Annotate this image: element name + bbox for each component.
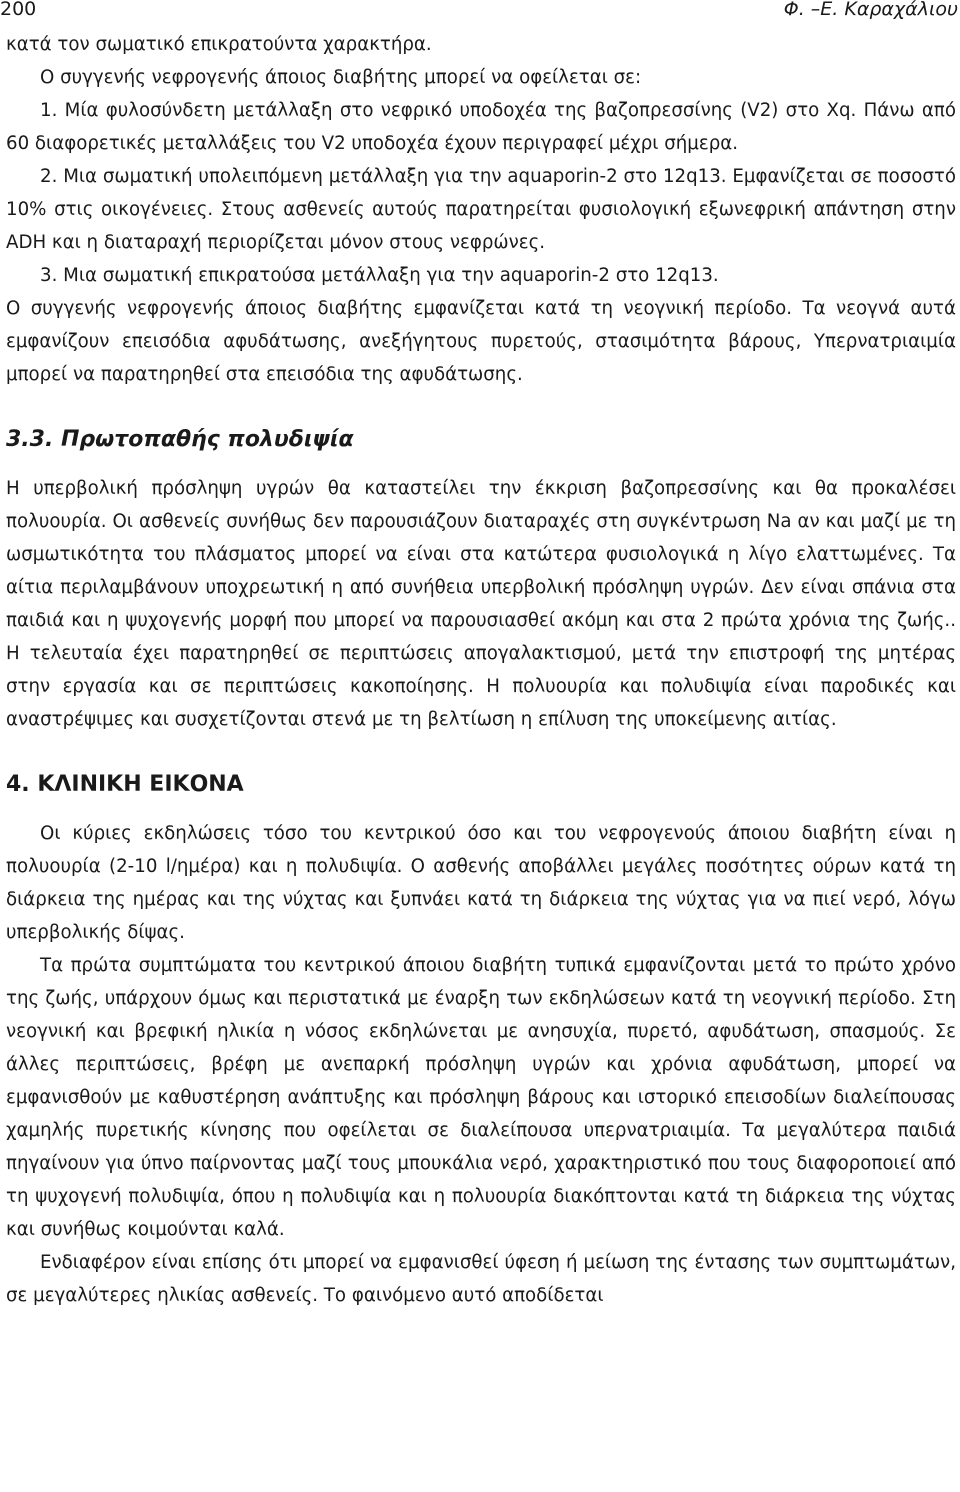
spacer bbox=[6, 456, 956, 472]
running-head: Φ. –Ε. Καραχάλιου bbox=[783, 0, 958, 20]
polydipsia-paragraph: Η υπερβολική πρόσληψη υγρών θα καταστείλει την έκκριση βαζοπρεσσίνης και θα προκαλέσει πολυουρία. Οι ασθενείς συνήθως δεν παρουσιάζουν διαταραχές στη συγκέντρωση Na αν και μαζί με τη ωσμωτικότητα του πλάσματος μπορεί να είναι στα κατώτερα φυσιολογικά η λίγο ελαττωμένες. Τα αίτια περιλαμβάνουν υποχρεωτική η από συνήθεια υπερβολική πρόσληψη υγρών. Δεν είναι σπάνια στα παιδιά και η ψυχογενής μορφή που μπορεί να παρουσιασθεί ακόμη και στα 2 πρώτα χρόνια της ζωής.. Η τελευταία έχει παρατηρηθεί σε περιπτώσεις απογαλακτισμού, μετά την επιστροφή της μητέρας στην εργασία και σε περιπτώσεις κακοποίησης. Η πολυουρία και πολυδιψία είναι παροδικές και αναστρέψιμες και συσχετίζονται στενά με τη βελτίωση η επίλυση της υποκείμενης αιτίας. bbox=[6, 478, 956, 730]
list-item-1: 1. Μία φυλοσύνδετη μετάλλαξη στο νεφρικό υποδοχέα της βαζοπρεσσίνης (V2) στο Xq. Πάνω από 60 διαφορετικές μεταλλάξεις του V2 υποδοχέα έχουν περιγραφεί μέχρι σήμερα. bbox=[6, 100, 956, 154]
page-number: 200 bbox=[0, 0, 37, 20]
clinical-paragraph-2: Τα πρώτα συμπτώματα του κεντρικού άποιου διαβήτη τυπικά εμφανίζονται μετά το πρώτο χρόνο της ζωής, υπάρχουν όμως και περιστατικά με έναρξη των εκδηλώσεων κατά τη νεογνική περίοδο. Στη νεογνική και βρεφική ηλικία η νόσος εκδηλώνεται με ανησυχία, πυρετό, αφυδάτωση, σπασμούς. Σε άλλες περιπτώσεις, βρέφη με ανεπαρκή πρόσληψη υγρών και χρόνια αφυδάτωση, μπορεί να εμφανισθούν με καθυστέρηση ανάπτυξης και πρόσληψη βάρους και ιστορικό επεισοδίων διαλείπουσας χαμηλής πυρετικής κίνησης που οφείλεται σε διαλείπουσα υπερνατριαιμία. Τα μεγαλύτερα παιδιά πηγαίνουν για ύπνο παίρνοντας μαζί τους μπουκάλια νερό, χαρακτηριστικό που τους διαφοροποιεί από τη ψυχογενή πολυδιψία, όπου η πολυδιψία και η πολυουρία διακόπτονται κατά τη διάρκεια της νύχτας και συνήθως κοιμούνται καλά. bbox=[6, 955, 956, 1240]
list-item-2: 2. Μια σωματική υπολειπόμενη μετάλλαξη για την aquaporin-2 στο 12q13. Εμφανίζεται σε ποσοστό 10% στις οικογένειες. Στους ασθενείς αυτούς παρατηρείται φυσιολογική εξωνεφρική απάντηση στην ADH και η διαταραχή περιορίζεται μόνον στους νεφρώνες. bbox=[6, 166, 956, 253]
spacer bbox=[6, 391, 956, 423]
page-header bbox=[0, 0, 960, 21]
section-heading-clinical-picture: 4. ΚΛΙΝΙΚΗ ΕΙΚΟΝΑ bbox=[6, 772, 244, 797]
spacer bbox=[6, 736, 956, 768]
list-item-3: 3. Μια σωματική επικρατούσα μετάλλαξη για την aquaporin-2 στο 12q13. bbox=[40, 265, 719, 286]
list-intro: Ο συγγενής νεφρογενής άποιος διαβήτης μπορεί να οφείλεται σε: bbox=[40, 67, 642, 88]
clinical-paragraph-1: Οι κύριες εκδηλώσεις τόσο του κεντρικού όσο και του νεφρογενούς άποιου διαβήτη είναι η πολυουρία (2-10 l/ημέρα) και η πολυδιψία. Ο ασθενής αποβάλλει μεγάλες ποσότητες ούρων κατά τη διάρκεια της ημέρας και της νύχτας και ξυπνάει κατά τη διάρκεια της νύχτας για να πιεί νερό, λόγω υπερβολικής δίψας. bbox=[6, 823, 956, 943]
section-heading-primary-polydipsia: 3.3. Πρωτοπαθής πολυδιψία bbox=[6, 427, 354, 452]
clinical-paragraph-3: Ενδιαφέρον είναι επίσης ότι μπορεί να εμφανισθεί ύφεση ή μείωση της έντασης των συμπτωμάτων, σε μεγαλύτερες ηλικίας ασθενείς. Το φαινόμενο αυτό αποδίδεται bbox=[6, 1252, 956, 1306]
continuation-line: κατά τον σωματικό επικρατούντα χαρακτήρα. bbox=[6, 34, 432, 55]
neonatal-paragraph: Ο συγγενής νεφρογενής άποιος διαβήτης εμφανίζεται κατά τη νεογνική περίοδο. Τα νεογνά αυτά εμφανίζουν επεισόδια αφυδάτωσης, ανεξήγητους πυρετούς, στασιμότητα βάρους, Υπερνατριαιμία μπορεί να παρατηρηθεί στα επεισόδια της αφυδάτωσης. bbox=[6, 298, 956, 385]
page-content bbox=[6, 28, 956, 1312]
spacer bbox=[6, 801, 956, 817]
